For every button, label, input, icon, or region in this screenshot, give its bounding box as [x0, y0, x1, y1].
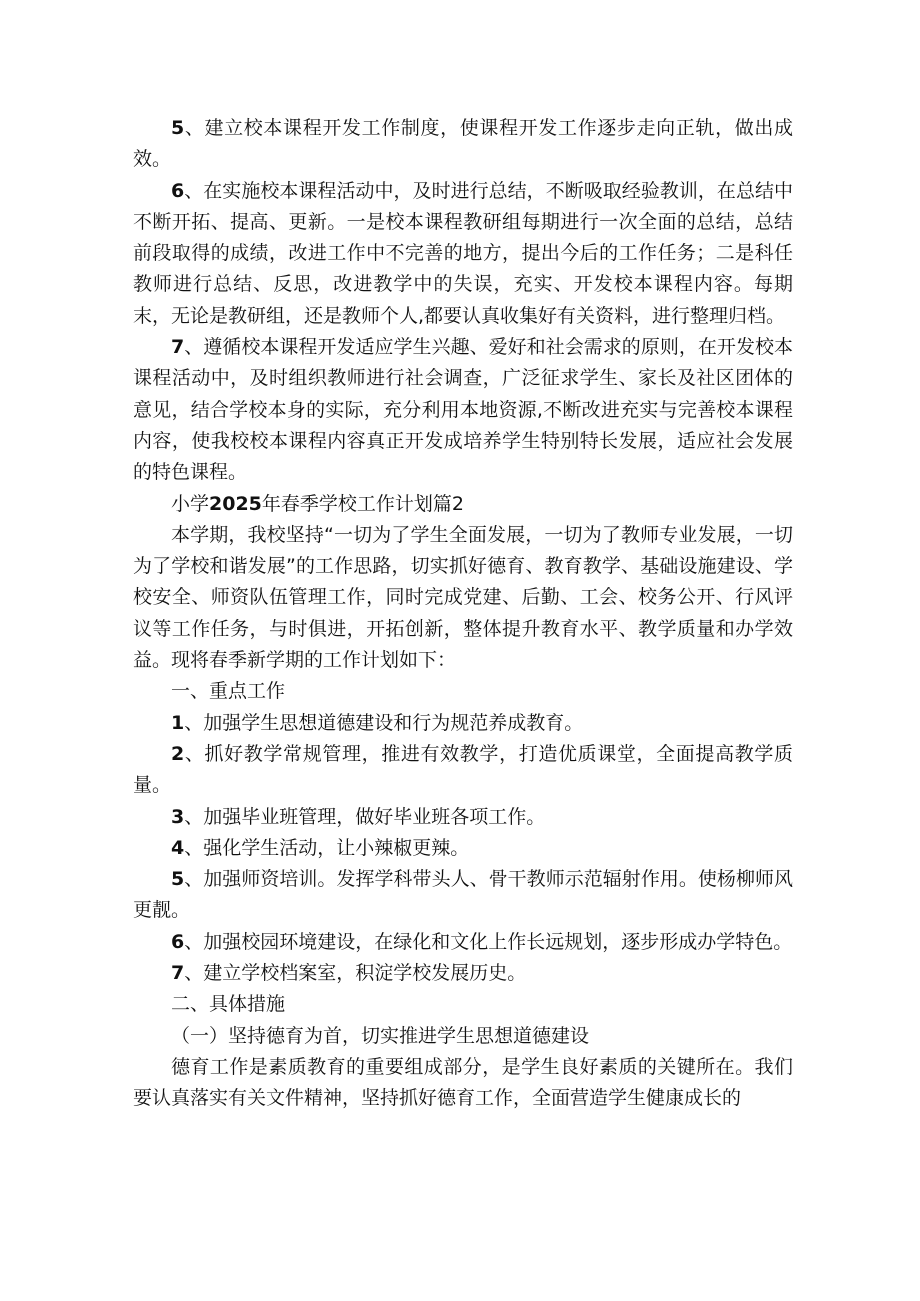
intro-paragraph: 本学期，我校坚持“一切为了学生全面发展，一切为了教师专业发展，一切为了学校和谐发展”的工作思路，切实抓好德育、教育教学、基础设施建设、学校安全、师资队伍管理工作，同时完成党建、后勤、工会、校务公开、行风评议等工作任务，与时俱进，开拓创新，整体提升教育水平、教学质量和办学效益。现将春季新学期的工作计划如下：	[133, 523, 793, 672]
subheading-moral-education: （一）坚持德育为首，切实推进学生思想道德建设	[171, 1024, 590, 1047]
key-work-item-3: 3、加强毕业班管理，做好毕业班各项工作。	[171, 805, 546, 828]
key-work-item-6: 6、加强校园环境建设，在绿化和文化上作长远规划，逐步形成办学特色。	[171, 930, 793, 953]
paragraph-item-5: 5、建立校本课程开发工作制度，使课程开发工作逐步走向正轨，做出成效。	[133, 117, 793, 171]
section-title: 小学2025年春季学校工作计划篇2	[171, 492, 464, 515]
key-work-item-2: 2、抓好教学常规管理，推进有效教学，打造优质课堂，全面提高教学质量。	[133, 742, 793, 797]
heading-key-work: 一、重点工作	[171, 680, 286, 703]
moral-education-paragraph: 德育工作是素质教育的重要组成部分，是学生良好素质的关键所在。我们要认真落实有关文件精神，坚持抓好德育工作，全面营造学生健康成长的	[133, 1055, 793, 1110]
heading-measures: 二、具体措施	[171, 993, 286, 1016]
key-work-item-4: 4、强化学生活动，让小辣椒更辣。	[171, 836, 470, 859]
key-work-item-1: 1、加强学生思想道德建设和行为规范养成教育。	[171, 711, 584, 734]
paragraph-item-6: 6、在实施校本课程活动中，及时进行总结，不断吸取经验教训，在总结中不断开拓、提高、更新。一是校本课程教研组每期进行一次全面的总结，总结前段取得的成绩，改进工作中不完善的地方，提出今后的工作任务；二是科任教师进行总结、反思，改进教学中的失误，充实、开发校本课程内容。每期末，无论是教研组，还是教师个人,都要认真收集好有关资料，进行整理归档。	[133, 179, 793, 327]
document-body	[133, 113, 793, 1115]
key-work-item-5: 5、加强师资培训。发挥学科带头人、骨干教师示范辐射作用。使杨柳师风更靓。	[133, 868, 793, 922]
paragraph-item-7: 7、遵循校本课程开发适应学生兴趣、爱好和社会需求的原则，在开发校本课程活动中，及时组织教师进行社会调查，广泛征求学生、家长及社区团体的意见，结合学校本身的实际，充分利用本地资源,不断改进充实与完善校本课程内容，使我校校本课程内容真正开发成培养学生特别特长发展，适应社会发展的特色课程。	[133, 336, 793, 484]
key-work-item-7: 7、建立学校档案室，积淀学校发展历史。	[171, 962, 527, 985]
